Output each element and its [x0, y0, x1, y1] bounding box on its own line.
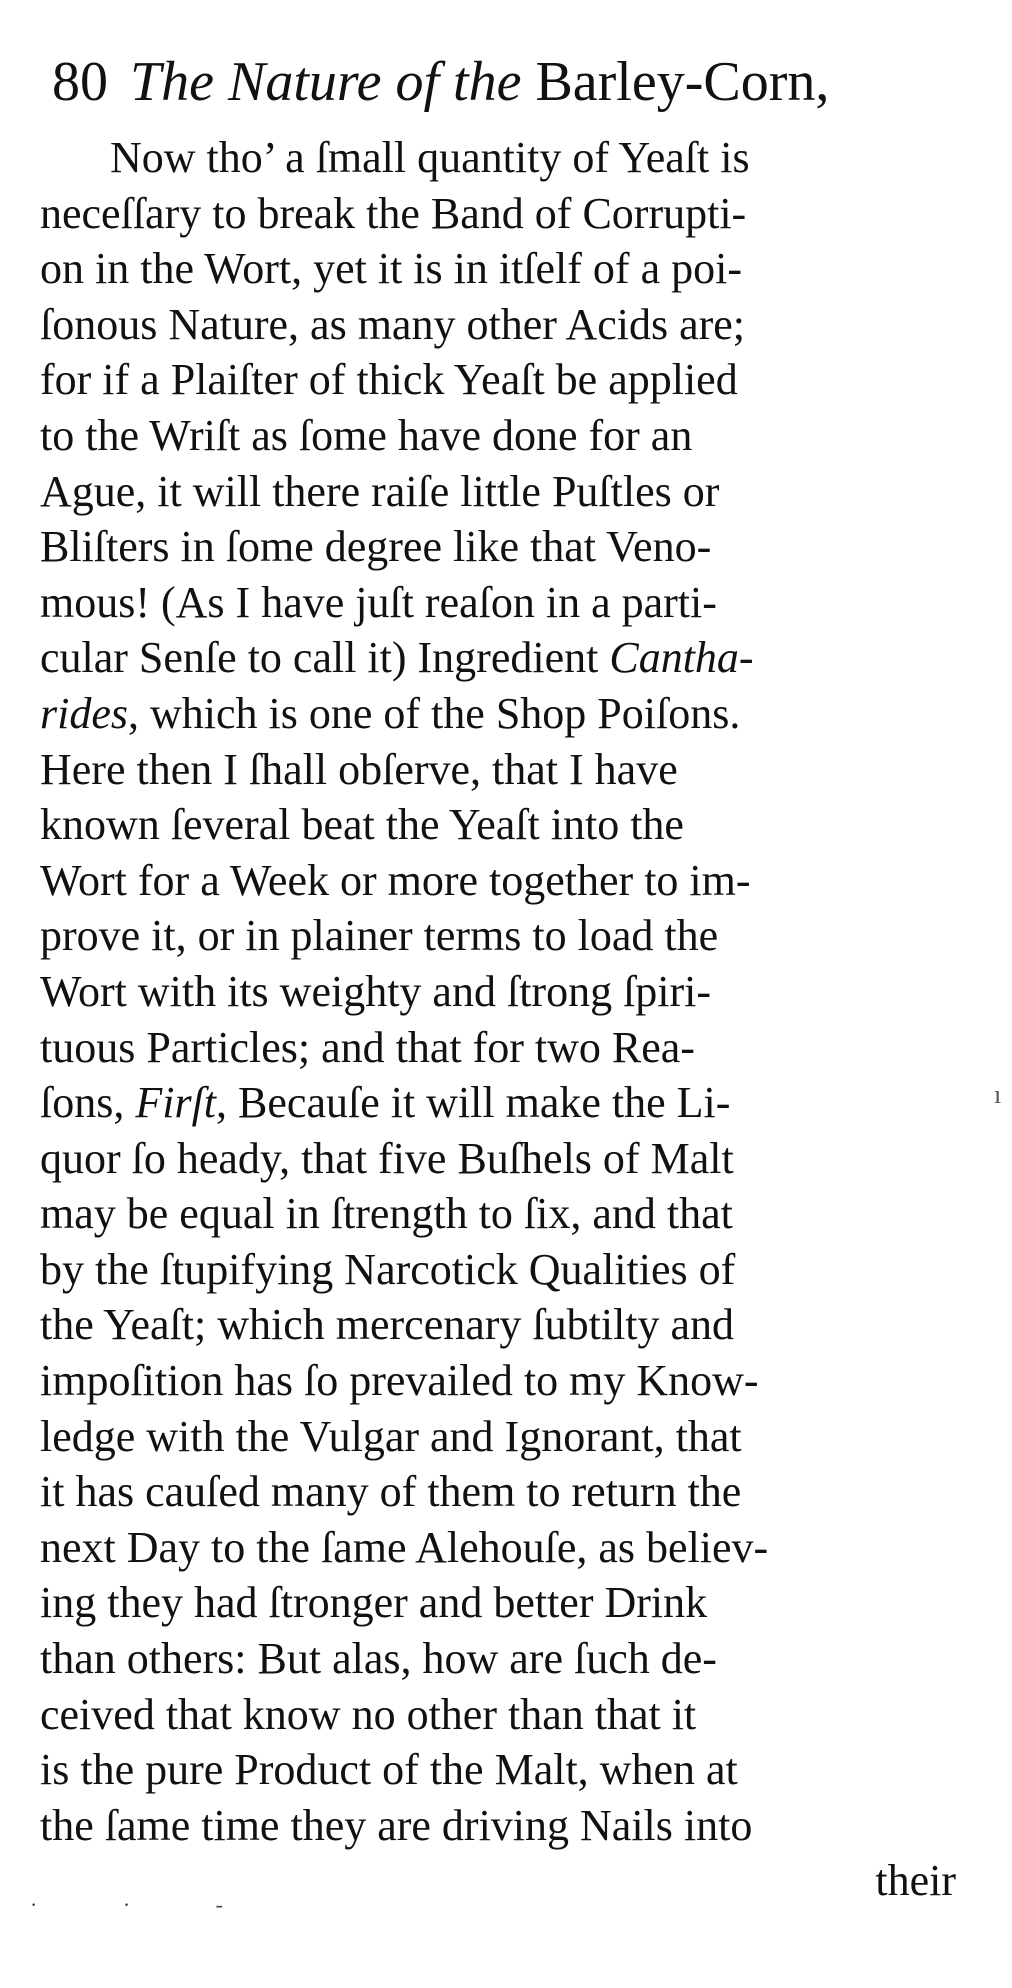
text-line: is the pure Product of the Malt, when at: [40, 1745, 738, 1795]
running-title-roman: Barley-Corn,: [535, 51, 830, 113]
text-line: Now tho’ a ſmall quantity of Yeaſt is: [110, 133, 750, 182]
text-line: the Yeaſt; which mercenary ſubtilty and: [40, 1300, 735, 1350]
text-line: prove it, or in plainer terms to load the: [40, 911, 719, 961]
text-line: to the Wriſt as ſome have done for an: [40, 410, 693, 460]
text-segment: , Becauſe it will make the Li-: [216, 1078, 731, 1128]
text-line: on in the Wort, yet it is in itſelf of a poi-: [40, 244, 742, 294]
text-line: mous! (As I have juſt reaſon in a parti-: [40, 577, 717, 627]
paper-specks: · · -: [30, 1892, 263, 1917]
text-line: [40, 630, 980, 686]
text-line: it has cauſed many of them to return the: [40, 1467, 742, 1517]
text-line: Here then I ſhall obſerve, that I have: [40, 744, 678, 794]
catchword: their: [875, 1856, 956, 1906]
text-line: Wort with its weighty and ſtrong ſpiri-: [40, 966, 712, 1016]
italic-word: rides: [40, 688, 128, 738]
text-line: known ſeveral beat the Yeaſt into the: [40, 800, 684, 850]
text-line: ſonous Nature, as many other Acids are;: [40, 299, 746, 349]
text-line: Ague, it will there raiſe little Puſtles or: [40, 466, 720, 516]
margin-mark: ı: [994, 1080, 1002, 1109]
text-line: ledge with the Vulgar and Ignorant, that: [40, 1411, 742, 1461]
text-line: impoſition has ſo prevailed to my Know-: [40, 1356, 759, 1406]
italic-word: Cantha-: [609, 633, 754, 683]
text-line: next Day to the ſame Alehouſe, as believ-: [40, 1522, 769, 1572]
text-segment: cular Senſe to call it) Ingredient: [40, 633, 599, 683]
text-line: the ſame time they are driving Nails into: [40, 1800, 753, 1850]
body-text: [40, 130, 980, 1909]
running-title-italic: The Nature of the: [130, 51, 522, 113]
text-line: Wort for a Week or more together to im-: [40, 855, 751, 905]
text-line: ing they had ſtronger and better Drink: [40, 1578, 708, 1628]
text-line: ceived that know no other than that it: [40, 1689, 697, 1739]
text-segment: ſons,: [40, 1078, 125, 1128]
text-line: Bliſters in ſome degree like that Veno-: [40, 522, 712, 572]
text-line: [40, 1075, 980, 1131]
text-line: [40, 686, 980, 742]
italic-word: Firſt: [135, 1078, 217, 1128]
running-header: [52, 42, 932, 122]
text-line: may be equal in ſtrength to ſix, and that: [40, 1189, 733, 1239]
text-segment: , which is one of the Shop Poiſons.: [128, 688, 741, 738]
text-line: tuous Particles; and that for two Rea-: [40, 1022, 695, 1072]
text-line: for if a Plaiſter of thick Yeaſt be applied: [40, 355, 738, 405]
text-line: than others: But alas, how are ſuch de-: [40, 1634, 717, 1684]
text-line: by the ſtupifying Narcotick Qualities of: [40, 1244, 736, 1294]
page-number: 80: [52, 51, 108, 113]
text-line: neceſſary to break the Band of Corrupti-: [40, 188, 747, 238]
text-line: quor ſo heady, that five Buſhels of Malt: [40, 1133, 734, 1183]
